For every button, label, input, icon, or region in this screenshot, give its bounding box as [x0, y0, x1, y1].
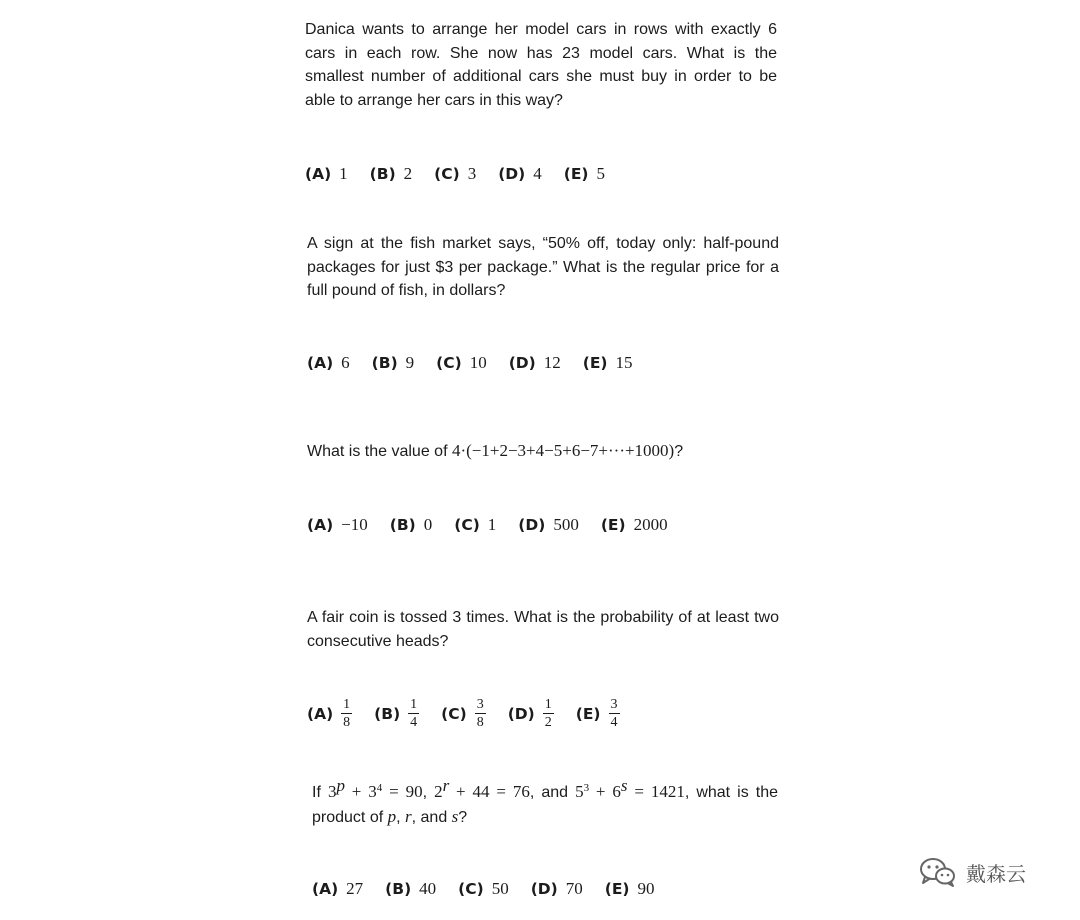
choice-letter: (A): [305, 165, 332, 183]
var-r: r: [405, 806, 412, 826]
choice-value: 6: [341, 353, 350, 372]
choice-value: 2000: [633, 515, 668, 534]
choice-letter: (A): [307, 354, 334, 372]
choice-value: 70: [565, 879, 583, 898]
choice-b: [370, 164, 412, 184]
choice-letter: (A): [307, 516, 334, 534]
problem-4-choices: [307, 697, 620, 730]
choice-c: [458, 879, 509, 899]
choice-letter: (B): [389, 516, 416, 534]
problem-1-choices: [305, 164, 605, 184]
problem-3-choices: [307, 515, 668, 535]
choice-letter: (B): [374, 704, 401, 723]
problem-4-text: A fair coin is tossed 3 times. What is the probability of at least two consecutive heads?: [307, 609, 779, 650]
var-s: s: [451, 806, 459, 826]
choice-fraction: [341, 697, 352, 730]
choice-letter: (C): [434, 165, 460, 183]
numerator: 3: [610, 697, 618, 712]
choice-value: 5: [596, 164, 606, 183]
problem-3-suffix: ?: [674, 443, 684, 460]
numerator: 1: [544, 697, 552, 712]
choice-e: [576, 697, 620, 730]
choice-value: 1: [339, 164, 348, 183]
choice-d: [518, 515, 579, 535]
choice-letter: (A): [307, 704, 334, 723]
choice-c: [441, 697, 486, 730]
choice-d: [531, 879, 583, 899]
choice-letter: (C): [454, 516, 480, 534]
problem-2-text: A sign at the fish market says, “50% off, today only: half-pound packages for just $3 per package.” What is the regular price for a full pound of fish, in dollars?: [307, 235, 779, 299]
choice-letter: (E): [563, 165, 589, 183]
choice-value: 27: [346, 879, 364, 898]
choice-letter: (E): [575, 704, 601, 723]
problem-3-prefix: What is the value of: [307, 443, 452, 460]
choice-value: 10: [469, 353, 487, 372]
choice-letter: (C): [458, 880, 484, 898]
choice-letter: (E): [582, 354, 608, 372]
numerator: 1: [410, 697, 418, 712]
denominator: 4: [410, 715, 418, 730]
choice-letter: (D): [530, 880, 558, 898]
choice-d: [509, 353, 561, 373]
choice-letter: (D): [507, 704, 535, 723]
equation-3: $5^3 + 6^s = 1421$: [575, 776, 685, 801]
choice-fraction: [475, 697, 486, 730]
choice-value: 90: [637, 879, 655, 898]
problem-5-choices: [312, 879, 655, 899]
choice-letter: (A): [312, 880, 339, 898]
choice-value: 500: [553, 515, 579, 534]
choice-fraction: [543, 697, 554, 730]
choice-letter: (C): [436, 354, 462, 372]
choice-c: [436, 353, 487, 373]
choice-letter: (B): [369, 165, 396, 183]
choice-a: [312, 879, 363, 899]
choice-letter: (D): [508, 354, 536, 372]
choice-value: 50: [491, 879, 509, 898]
choice-d: [508, 697, 554, 730]
var-p: p: [387, 806, 397, 826]
choice-b: [372, 353, 414, 373]
denominator: 2: [544, 715, 552, 730]
choice-value: 0: [423, 515, 433, 534]
choice-e: [564, 164, 605, 184]
choice-b: [385, 879, 436, 899]
watermark: [918, 856, 1026, 888]
problem-2-choices: [307, 353, 633, 373]
choice-value: 3: [467, 164, 477, 183]
choice-letter: (B): [385, 880, 412, 898]
problem-1-text: Danica wants to arrange her model cars in rows with exactly 6 cars in each row. She now has 23 model cars. What is the smallest number of additional cars she must buy in order to be able to arrange her cars in this way?: [305, 21, 777, 109]
problem-3-text: [307, 439, 787, 464]
denominator: 4: [610, 715, 618, 730]
numerator: 3: [476, 697, 484, 712]
denominator: 8: [476, 715, 484, 730]
choice-a: [305, 164, 348, 184]
choice-value: 12: [543, 353, 561, 372]
choice-b: [390, 515, 432, 535]
choice-value: 4: [533, 164, 542, 183]
equation-1: $3^p + 3^4 = 90$: [327, 776, 423, 801]
problem-5-prefix: If: [312, 784, 328, 801]
choice-letter: (D): [518, 516, 546, 534]
wechat-icon: [918, 856, 958, 888]
choice-letter: (B): [371, 354, 398, 372]
choice-fraction: [408, 697, 419, 730]
choice-e: [601, 515, 668, 535]
choice-value: 1: [487, 515, 497, 534]
choice-letter: (C): [441, 704, 467, 723]
problem-5-text: If $3^p + 3^4 = 90$, $2^r + 44 = 76$, and $5^3 + 6^s = 1421$, what is the product of p, r, and s?: [312, 776, 779, 826]
watermark-text: 戴森云: [966, 861, 1026, 886]
choice-value: 15: [615, 353, 633, 372]
denominator: 8: [343, 715, 351, 730]
problem-3-expression: 4·(−1+2−3+4−5+6−7+···+1000): [451, 441, 675, 460]
choice-c: [454, 515, 496, 535]
choice-letter: (E): [600, 516, 626, 534]
choice-a: [307, 515, 368, 535]
numerator: 1: [343, 697, 351, 712]
choice-d: [498, 164, 542, 184]
choice-a: [307, 353, 350, 373]
choice-e: [605, 879, 655, 899]
choice-e: [583, 353, 633, 373]
choice-b: [374, 697, 419, 730]
choice-letter: (E): [604, 880, 630, 898]
choice-letter: (D): [498, 165, 526, 183]
choice-a: [307, 697, 352, 730]
choice-value: 9: [405, 353, 415, 372]
choice-fraction: [609, 697, 620, 730]
choice-value: −10: [341, 515, 368, 534]
choice-value: 40: [419, 879, 437, 898]
equation-2: $2^r + 44 = 76$: [434, 776, 530, 801]
choice-c: [434, 164, 476, 184]
choice-value: 2: [403, 164, 413, 183]
